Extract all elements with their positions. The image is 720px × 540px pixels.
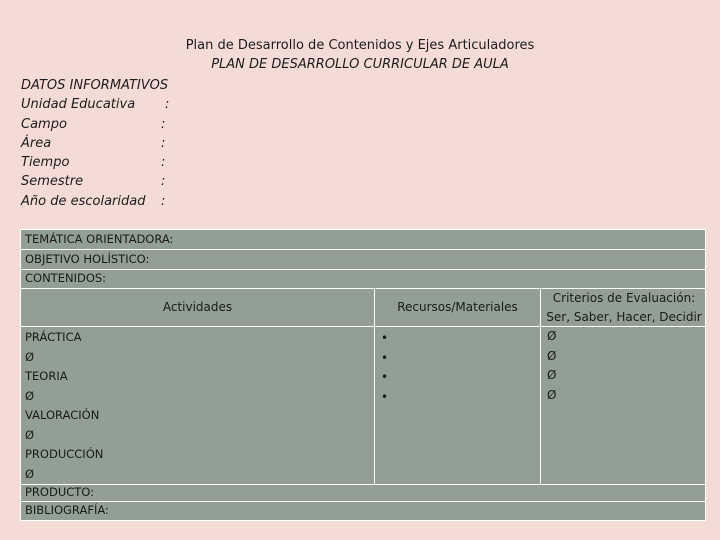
producto-label: PRODUCTO: [25,485,95,499]
planning-table [20,229,706,521]
col-header-recursos: Recursos/Materiales [397,300,518,314]
datos-heading: DATOS INFORMATIVOS [21,78,169,93]
page-title: Plan de Desarrollo de Contenidos y Ejes Articuladores [185,38,535,53]
field-semestre [21,172,168,191]
tematica-label: TEMÁTICA ORIENTADORA: [25,232,174,246]
col-divider [374,288,375,484]
arrow-bullet-icon: Ø [547,348,557,363]
document-title [160,36,560,74]
arrow-bullet-icon: Ø [547,387,557,402]
datos-informativos [21,76,168,211]
col-header-actividades: Actividades [162,300,233,314]
arrow-bullet-icon: Ø [25,388,35,403]
row-divider [21,501,705,502]
field-label: Tiempo [21,155,70,171]
field-campo [21,115,168,134]
arrow-bullet-icon: Ø [547,329,557,343]
field-colon: : [165,97,170,113]
field-tiempo [21,153,168,172]
arrow-bullet-icon: Ø [25,349,35,364]
bullet-icon: • [381,389,389,404]
field-area [21,134,168,153]
arrow-bullet-icon: Ø [547,368,557,382]
criterios-subtitle: Ser, Saber, Hacer, Decidir [546,310,702,324]
field-label: Unidad Educativa [21,97,136,113]
criterios-title: Criterios de Evaluación: [552,291,696,305]
field-anio-escolaridad [21,192,168,211]
field-label: Año de escolaridad [21,193,146,209]
page-subtitle: PLAN DE DESARROLLO CURRICULAR DE AULA [211,57,509,72]
objetivo-label: OBJETIVO HOLÍSTICO: [25,252,150,266]
field-colon: : [161,155,166,171]
field-colon: : [161,116,166,132]
field-colon: : [161,135,166,151]
bullet-icon: • [381,370,389,384]
arrow-bullet-icon: Ø [25,466,35,481]
list-item: PRODUCCIÓN [25,447,104,461]
field-unidad-educativa [21,95,168,114]
field-colon: : [161,193,166,209]
bibliografia-label: BIBLIOGRAFÍA: [25,503,109,517]
actividades-list [25,328,103,484]
field-label: Campo [21,116,67,132]
arrow-bullet-icon: Ø [25,427,35,442]
col-header-criterios [541,289,707,327]
list-item: TEORIA [25,369,68,383]
list-item: VALORACIÓN [25,408,100,422]
bullet-icon: • [381,350,389,365]
field-label: Semestre [21,174,84,190]
list-item: PRÁCTICA [25,330,82,344]
row-divider [21,484,705,485]
field-label: Área [21,135,52,151]
criterios-list [547,327,556,405]
field-colon: : [161,174,166,190]
bullet-icon: • [381,331,389,345]
recursos-list [381,329,388,407]
contenidos-label: CONTENIDOS: [25,271,107,285]
